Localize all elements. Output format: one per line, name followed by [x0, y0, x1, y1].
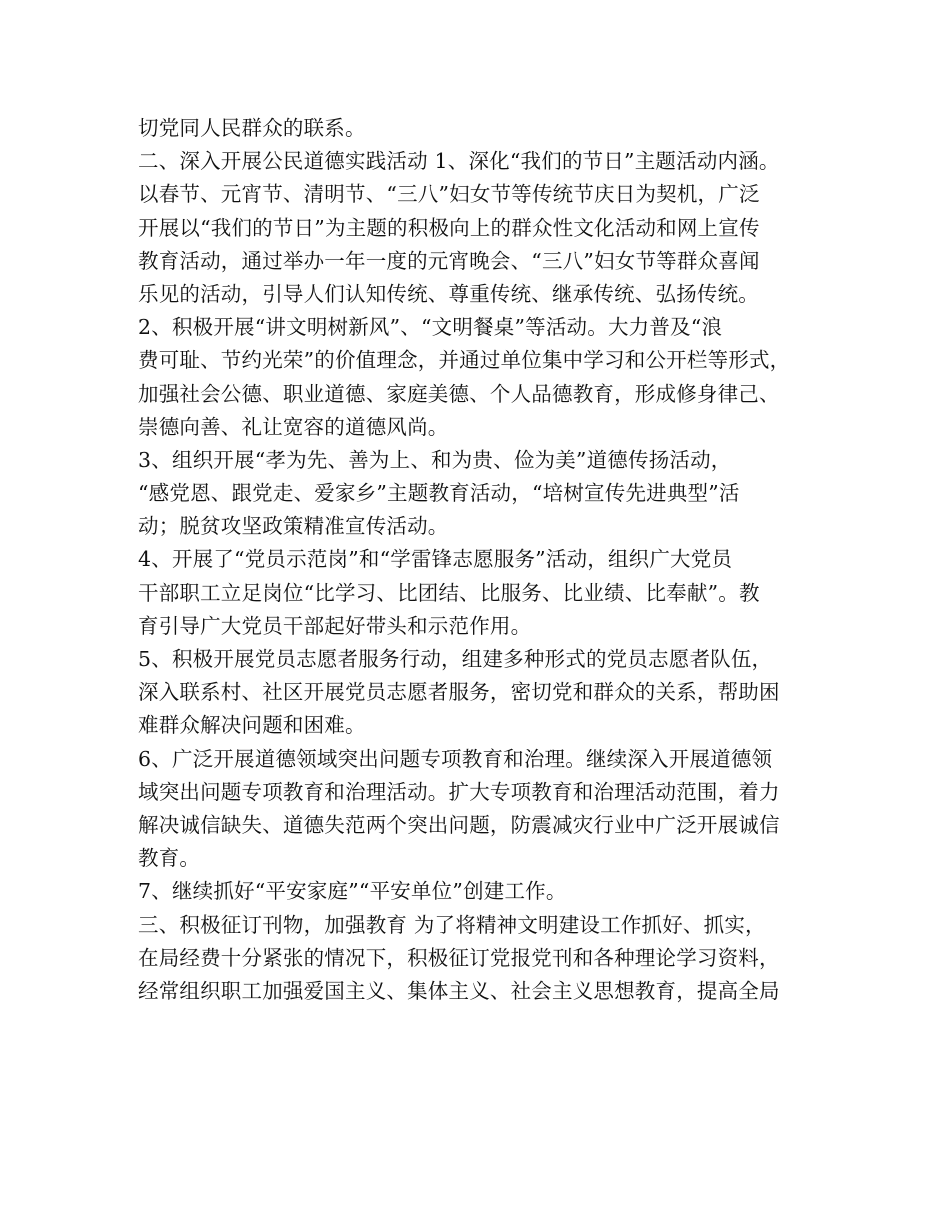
text-line: 7、继续抓好“平安家庭”“平安单位”创建工作。: [138, 879, 567, 904]
text-line: 5、积极开展党员志愿者服务行动，组建多种形式的党员志愿者队伍，: [138, 647, 773, 671]
text-line: 教育活动，通过举办一年一度的元宵晚会、“三八”妇女节等群众喜闻: [138, 248, 760, 273]
text-line: 在局经费十分紧张的情况下，积极征订党报党刊和各种理论学习资料，: [138, 945, 780, 970]
text-line: 崇德向善、礼让宽容的道德风尚。: [138, 414, 449, 439]
text-line: 6、广泛开展道德领域突出问题专项教育和治理。继续深入开展道德领: [138, 746, 773, 771]
text-line: 切党同人民群众的联系。: [138, 116, 366, 140]
text-line: 加强社会公德、职业道德、家庭美德、个人品德教育，形成修身律己、: [138, 381, 780, 406]
text-line: 经常组织职工加强爱国主义、集体主义、社会主义思想教育，提高全局: [138, 978, 780, 1003]
text-line: 2、积极开展“讲文明树新风”、“文明餐桌”等活动。大力普及“浪: [138, 315, 723, 340]
text-line: 难群众解决问题和困难。: [138, 713, 366, 738]
text-line: 育引导广大党员干部起好带头和示范作用。: [138, 613, 532, 638]
text-line: 动；脱贫攻坚政策精准宣传活动。: [138, 514, 449, 539]
text-line: 二、深入开展公民道德实践活动 1、深化“我们的节日”主题活动内涵。: [138, 149, 780, 174]
text-line: 乐见的活动，引导人们认知传统、尊重传统、继承传统、弘扬传统。: [138, 281, 759, 306]
text-line: 3、组织开展“孝为先、善为上、和为贵、俭为美”道德传扬活动，: [138, 447, 732, 472]
text-line: 解决诚信缺失、道德失范两个突出问题，防震减灾行业中广泛开展诚信: [138, 812, 780, 837]
text-line: 干部职工立足岗位“比学习、比团结、比服务、比业绩、比奉献”。教: [138, 580, 760, 605]
document-body: [138, 112, 828, 1008]
text-line: 费可耻、节约光荣”的价值理念，并通过单位集中学习和公开栏等形式，: [138, 348, 791, 373]
text-line: 4、开展了“党员示范岗”和“学雷锋志愿服务”活动，组织广大党员: [138, 547, 733, 572]
text-line: “感党恩、跟党走、爱家乡”主题教育活动，“培树宣传先进典型”活: [138, 481, 740, 506]
text-line: 三、积极征订刊物，加强教育 为了将精神文明建设工作抓好、抓实，: [138, 912, 766, 937]
text-line: 以春节、元宵节、清明节、“三八”妇女节等传统节庆日为契机，广泛: [138, 182, 760, 207]
text-line: 深入联系村、社区开展党员志愿者服务，密切党和群众的关系，帮助困: [138, 680, 780, 705]
text-line: 开展以“我们的节日”为主题的积极向上的群众性文化活动和网上宣传: [138, 215, 760, 240]
text-line: 教育。: [138, 846, 201, 871]
text-line: 域突出问题专项教育和治理活动。扩大专项教育和治理活动范围，着力: [138, 779, 780, 804]
